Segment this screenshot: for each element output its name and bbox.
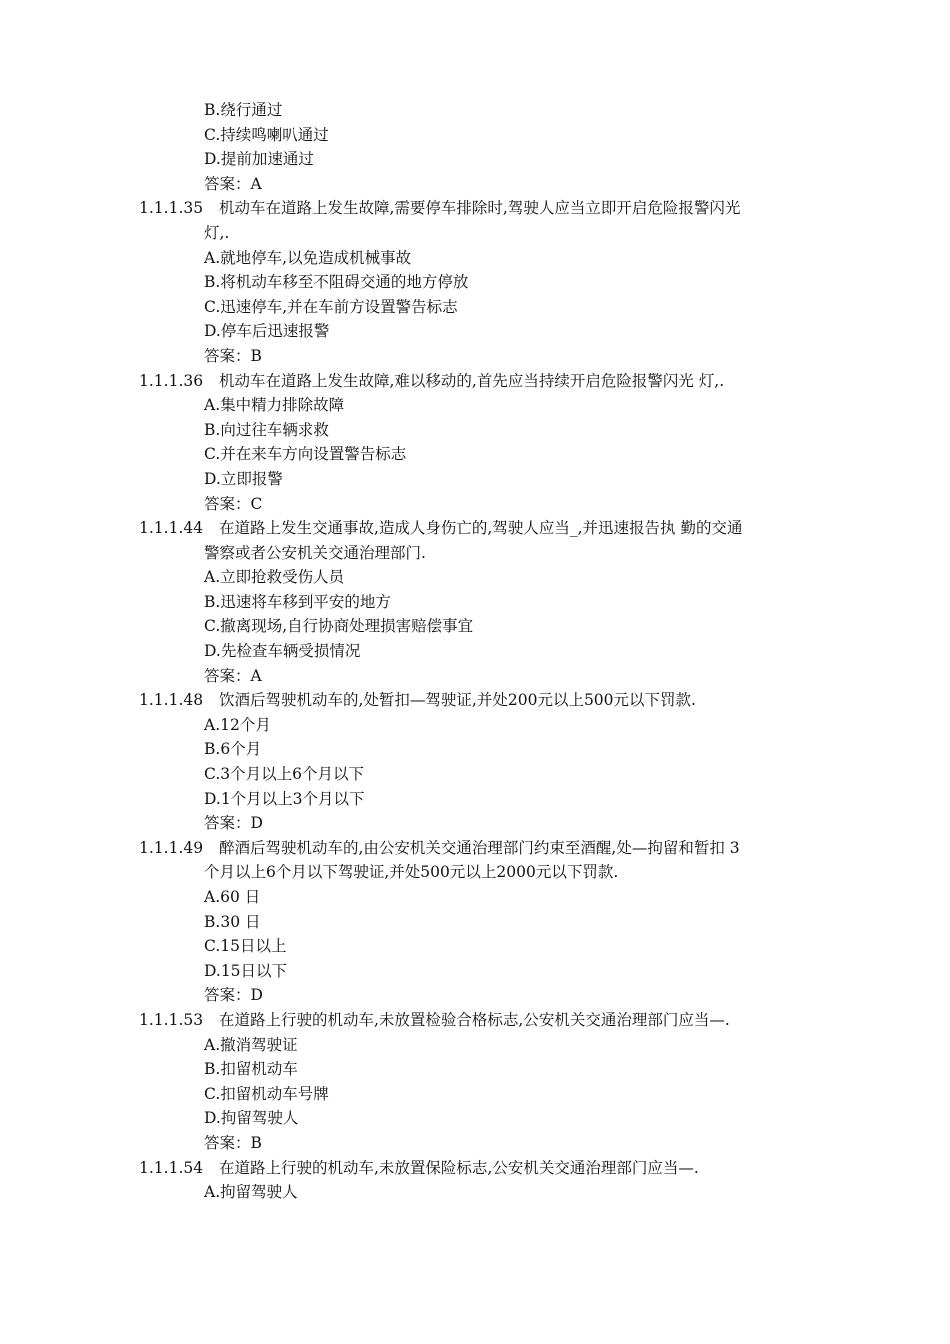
answer-line: 答案：A: [204, 174, 262, 193]
question-line: [0, 196, 950, 221]
option-separator: .: [215, 1084, 221, 1103]
option-line: [0, 787, 950, 812]
option-letter: D: [204, 1109, 216, 1128]
option-line: [0, 123, 950, 148]
option-separator: .: [215, 715, 221, 734]
option-line: [0, 934, 950, 959]
option-letter: D: [204, 789, 216, 808]
option-text: 12个月: [220, 715, 271, 734]
option-separator: .: [215, 642, 221, 661]
option-separator: .: [215, 961, 221, 980]
question-text-continued: 灯,.: [204, 223, 230, 242]
option-line: [0, 319, 950, 344]
question-number: 1.1.1.54: [139, 1158, 204, 1177]
option-letter: D: [204, 322, 216, 341]
option-separator: .: [215, 789, 221, 808]
option-letter: C: [204, 617, 216, 636]
option-text: 将机动车移至不阻碍交通的地方停放: [220, 273, 469, 292]
answer-line: 答案：A: [204, 666, 262, 685]
question-text-continued: 警察或者公安机关交通治理部门.: [204, 543, 426, 562]
option-letter: C: [204, 445, 216, 464]
answer-line: 答案：B: [204, 1133, 262, 1152]
answer-line: 答案：B: [204, 346, 262, 365]
question-number: 1.1.1.35: [139, 199, 204, 218]
option-separator: .: [215, 273, 221, 292]
question-text: 机动车在道路上发生故障,需要停车排除时,驾驶人应当立即开启危险报警闪光: [219, 199, 741, 218]
option-line: [0, 442, 950, 467]
option-letter: C: [204, 937, 216, 956]
question-text: 醉酒后驾驶机动车的,由公安机关交通治理部门约束至酒醒,处—拘留和暂扣 3: [219, 838, 740, 857]
option-letter: A: [204, 888, 216, 906]
option-text: 15日以下: [220, 961, 288, 980]
option-line: [0, 418, 950, 443]
option-separator: .: [215, 469, 221, 488]
answer-line: 答案：C: [204, 494, 263, 513]
question-text: 饮酒后驾驶机动车的,处暂扣—驾驶证,并处200元以上500元以下罚款.: [219, 691, 696, 710]
option-separator: .: [215, 125, 221, 144]
option-separator: .: [215, 592, 221, 611]
option-text: 撤消驾驶证: [220, 1035, 298, 1054]
option-line: [0, 639, 950, 664]
option-letter: A: [204, 248, 216, 267]
option-letter: C: [204, 1084, 216, 1103]
question-text: 机动车在道路上发生故障,难以移动的,首先应当持续开启危险报警闪光 灯,.: [219, 371, 725, 390]
option-text: 立即抢救受伤人员: [220, 568, 345, 587]
option-line: [0, 1082, 950, 1107]
question-text: 在道路上行驶的机动车,未放置检验合格标志,公安机关交通治理部门应当—.: [219, 1010, 730, 1029]
option-separator: .: [215, 912, 221, 931]
option-separator: .: [215, 740, 221, 759]
option-text: 迅速将车移到平安的地方: [220, 592, 391, 611]
option-line: [0, 959, 950, 984]
option-separator: .: [215, 1183, 221, 1202]
option-separator: .: [215, 937, 221, 956]
option-separator: .: [215, 617, 221, 636]
option-line: [0, 393, 950, 418]
option-letter: B: [204, 420, 216, 439]
question-line: [0, 1156, 950, 1181]
option-text: 拘留驾驶人: [220, 1183, 298, 1202]
option-letter: D: [204, 150, 216, 169]
option-separator: .: [215, 445, 221, 464]
option-letter: B: [204, 592, 216, 611]
option-separator: .: [215, 1060, 221, 1079]
option-line: [0, 1106, 950, 1131]
option-letter: C: [204, 125, 216, 144]
option-text: 1个月以上3个月以下: [220, 789, 365, 808]
option-separator: .: [215, 322, 221, 341]
option-text: 立即报警: [220, 469, 283, 488]
option-text: 绕行通过: [220, 101, 283, 119]
option-text: 持续鸣喇叭通过: [220, 125, 329, 144]
option-text: 扣留机动车号牌: [220, 1084, 329, 1103]
option-separator: .: [215, 396, 221, 415]
option-text: 迅速停车,并在车前方设置警告标志: [220, 297, 458, 316]
question-number: 1.1.1.44: [139, 519, 204, 538]
question-line: [0, 1008, 950, 1033]
option-letter: B: [204, 101, 216, 119]
option-text: 向过往车辆求救: [220, 420, 329, 439]
option-text: 扣留机动车: [220, 1060, 298, 1079]
option-text: 60 日: [220, 888, 261, 906]
answer-line: 答案：D: [204, 986, 263, 1005]
option-separator: .: [215, 101, 221, 119]
option-separator: .: [215, 1109, 221, 1128]
option-separator: .: [215, 420, 221, 439]
question-number: 1.1.1.48: [139, 691, 204, 710]
question-text: 在道路上发生交通事故,造成人身伤亡的,驾驶人应当_,并迅速报告执 勤的交通: [219, 519, 743, 538]
option-letter: C: [204, 765, 216, 784]
option-separator: .: [215, 568, 221, 587]
option-line: [0, 762, 950, 787]
option-letter: D: [204, 642, 216, 661]
option-separator: .: [215, 1035, 221, 1054]
answer-line: 答案：D: [204, 814, 263, 833]
option-line: [0, 98, 950, 123]
document-page: [0, 98, 950, 1205]
option-line: [0, 467, 950, 492]
option-letter: A: [204, 396, 216, 415]
option-line: [0, 614, 950, 639]
question-number: 1.1.1.53: [139, 1010, 204, 1029]
option-text: 15日以上: [220, 937, 287, 956]
option-text: 撤离现场,自行协商处理损害赔偿事宜: [220, 617, 474, 636]
option-letter: A: [204, 1035, 216, 1054]
option-line: [0, 713, 950, 738]
option-separator: .: [215, 888, 221, 906]
question-number: 1.1.1.36: [139, 371, 204, 390]
option-letter: B: [204, 912, 216, 931]
option-separator: .: [215, 765, 221, 784]
option-letter: B: [204, 740, 216, 759]
question-line: [0, 516, 950, 541]
option-text: 停车后迅速报警: [220, 322, 330, 341]
option-line: [0, 1033, 950, 1058]
question-text-continued: 个月以上6个月以下驾驶证,并处500元以上2000元以下罚款.: [204, 863, 619, 882]
option-text: 并在来车方向设置警告标志: [220, 445, 407, 464]
question-line: [0, 688, 950, 713]
option-line: [0, 1057, 950, 1082]
option-line: [0, 590, 950, 615]
option-text: 6个月: [220, 740, 262, 759]
option-letter: C: [204, 297, 216, 316]
option-letter: D: [204, 961, 216, 980]
option-line: [0, 565, 950, 590]
option-letter: A: [204, 715, 216, 734]
option-line: [0, 1180, 950, 1205]
option-line: [0, 295, 950, 320]
option-separator: .: [215, 248, 221, 267]
option-text: 提前加速通过: [220, 150, 314, 169]
option-line: [0, 910, 950, 935]
question-line: [0, 836, 950, 861]
option-text: 集中精力排除故障: [220, 396, 345, 415]
option-letter: B: [204, 273, 216, 292]
option-separator: .: [215, 150, 221, 169]
question-text: 在道路上行驶的机动车,未放置保险标志,公安机关交通治理部门应当—.: [219, 1158, 699, 1177]
option-text: 3个月以上6个月以下: [220, 765, 364, 784]
option-text: 拘留驾驶人: [220, 1109, 299, 1128]
option-line: [0, 270, 950, 295]
option-text: 先检查车辆受损情况: [220, 642, 361, 661]
option-separator: .: [215, 297, 221, 316]
option-letter: D: [204, 469, 216, 488]
option-line: [0, 147, 950, 172]
option-line: [0, 885, 950, 910]
option-letter: B: [204, 1060, 216, 1079]
option-letter: A: [204, 568, 216, 587]
option-letter: A: [204, 1183, 216, 1202]
option-text: 30 日: [220, 912, 261, 931]
option-line: [0, 737, 950, 762]
option-line: [0, 246, 950, 271]
question-number: 1.1.1.49: [139, 838, 204, 857]
question-line: [0, 369, 950, 394]
option-text: 就地停车,以免造成机械事故: [220, 248, 412, 267]
